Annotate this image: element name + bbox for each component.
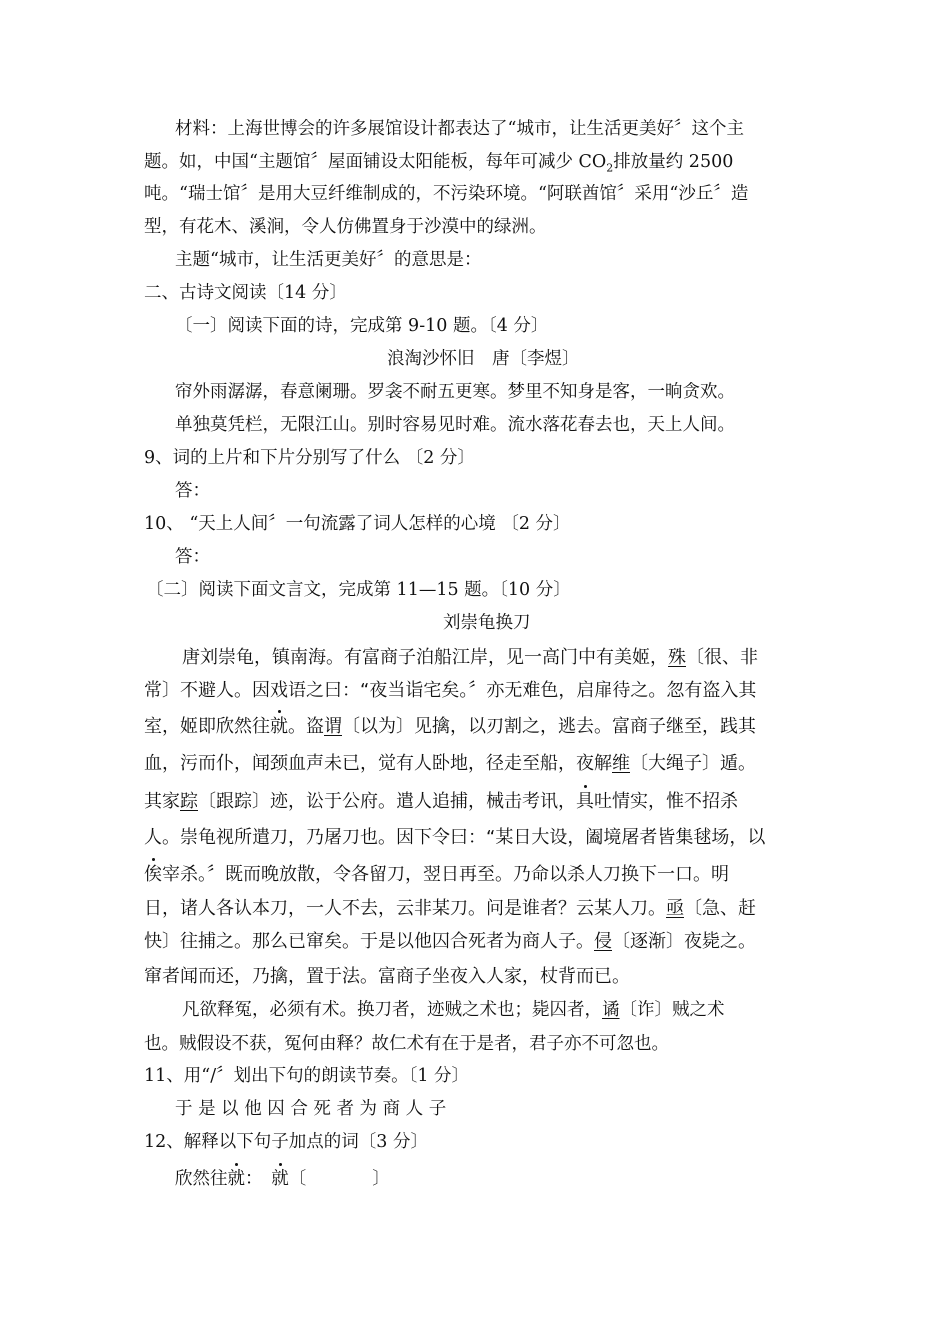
bracket: 〕 [372,1169,390,1189]
part1-heading [0,314,950,338]
dotted-word: 就 [270,716,288,737]
question-11 [0,1064,950,1088]
passage-text: 宰杀。〞既而晚放散，令各留刀，翌日再至。乃命以杀人刀换下一口。明 [162,864,729,885]
material-line-4 [0,215,950,239]
heading-text: 〔一〕阅读下面的诗，完成第 9-10 题。〔4 分〕 [175,316,549,336]
co2-subscript: 2 [606,161,614,175]
passage-text: 〔诈〕贼之术 [619,1000,725,1020]
underlined-word: 谓 [324,716,342,737]
material-line-2 [0,150,950,174]
material-text: 吨。“瑞士馆〞是用大豆纤维制成的，不污染环境。“阿联酋馆〞采用“沙丘〞造 [144,184,749,204]
question-text: 主题“城市，让生活更美好〞的意思是： [175,250,482,270]
poem-text: 帘外雨潺潺，春意阑珊。罗衾不耐五更寒。梦里不知身是客，一晌贪欢。 [175,382,735,402]
passage-text: 〔大绳子〕遁。 [630,753,756,774]
passage-text: 〔以为〕见擒，以刃割之，逃去。富商子继至，践其 [342,716,756,737]
passage-text: 也。贼假设不获，冤何由释？故仁术有在于是者，君子亦不可忽也。 [144,1034,669,1054]
passage-line-8 [0,897,950,921]
passage-text: 〔逐渐〕夜毙之。 [612,931,756,952]
underlined-word: 殊 [668,647,686,668]
passage-text: 〔很、非 [686,647,758,668]
heading-text: 〔二〕阅读下面文言文，完成第 11—15 题。〔10 分〕 [146,580,571,600]
part2-heading [0,578,950,602]
commentary-line-1 [0,998,950,1022]
underlined-word: 维 [612,753,630,774]
answer-label: 答： [175,547,210,567]
passage-text: 。盗 [288,716,324,737]
answer-10 [0,545,950,569]
passage-text: 唐刘崇龟，镇南海。有富商子泊船江岸，见一高门中有美姬， [182,647,668,668]
passage-text: 凡欲释冤，必须有术。换刀者，迹贼之术也；毙囚者， [182,1000,602,1020]
passage-text: 〔急、赶 [684,898,756,919]
passage-text: 窜者闻而还，乃擒，置于法。富商子坐夜入人家，杖背而已。 [144,966,630,987]
material-text: 题。如，中国“主题馆〞屋面铺设太阳能板，每年可减少 CO [144,152,607,172]
material-text: 型，有花木、溪涧，令人仿佛置身于沙漠中的绿洲。 [144,217,547,237]
passage-text: 日，诸人各认本刀，一人不去，云非某刀。问是谁者？云某人刀。 [144,898,666,919]
commentary-line-2 [0,1032,950,1056]
underlined-word: 侵 [594,931,612,952]
question-text: 9、词的上片和下片分别写了什么 〔2 分〕 [144,448,475,468]
passage-line-6 [0,826,950,850]
passage-line-5 [0,790,950,814]
passage-text: 吐情实，惟不招杀 [594,791,738,812]
poem-text: 单独莫凭栏，无限江山。别时容易见时难。流水落花春去也，天上人间。 [175,415,735,435]
underlined-word: 亟 [666,898,684,919]
underlined-word: 谲 [602,1000,620,1020]
question-text: 10、 “天上人间〞一句流露了词人怎样的心境 〔2 分〕 [144,514,571,534]
poem-line-1 [0,380,950,404]
passage-text: 〔跟踪〕迹，讼于公府。遣人追捕，械击考讯， [198,791,576,812]
passage-text: 常〕不避人。因戏语之曰：“夜当诣宅矣。〞亦无难色，启扉待之。忽有盗入其 [144,680,757,701]
question-12-item [0,1167,950,1191]
passage-text: 快〕往捕之。那么已窜矣。于是以他囚合死者为商人子。 [144,931,594,952]
dotted-word: 俟 [144,864,162,885]
question-9 [0,446,950,470]
title-text: 刘崇龟换刀 [443,613,531,633]
dotted-word: 就 [271,1169,289,1189]
material-question [0,248,950,272]
dotted-word: 就 [227,1169,245,1189]
question-text: 11、用“/〞划出下句的朗读节奏。〔1 分〕 [144,1066,470,1086]
poem-line-2 [0,413,950,437]
item-text: 欣然往 [175,1169,228,1189]
section-heading [0,281,950,305]
underlined-word: 踪 [180,791,198,812]
material-line-3 [0,182,950,206]
answer-9 [0,479,950,503]
answer-label: 答： [175,481,210,501]
material-text: 排放量约 2500 [613,152,734,172]
passage-text: 人。崇龟视所遣刀，乃屠刀也。因下令曰：“某日大设，阖境屠者皆集毬场，以 [144,827,766,848]
passage-text: 室，姬即欣然往 [144,716,270,737]
passage-line-3 [0,715,950,739]
heading-text: 二、古诗文阅读〔14 分〕 [144,283,347,303]
material-text: 材料：上海世博会的许多展馆设计都表达了“城市，让生活更美好〞这个主 [175,119,744,139]
passage-text: 血，污而仆，闻颈血声未已，觉有人卧地，径走至船，夜解 [144,753,612,774]
passage-text: 其家 [144,791,180,812]
question-12 [0,1130,950,1154]
passage-line-10 [0,965,950,989]
question-text: 12、解释以下句子加点的词〔3 分〕 [144,1132,428,1152]
question-11-sentence [0,1097,950,1121]
passage-line-9 [0,930,950,954]
passage-title [0,611,950,635]
dotted-word: 具 [576,791,594,812]
question-10 [0,512,950,536]
sentence-text: 于 是 以 他 囚 合 死 者 为 商 人 子 [175,1099,447,1119]
item-text: ： [245,1169,272,1189]
passage-line-2 [0,679,950,703]
title-text: 浪淘沙怀旧 唐〔李煜〕 [387,349,580,369]
passage-line-7 [0,863,950,887]
bracket: 〔 [288,1169,307,1189]
poem-title [0,347,950,371]
passage-line-4 [0,752,950,776]
passage-line-1 [0,646,950,670]
material-line-1 [0,117,950,141]
